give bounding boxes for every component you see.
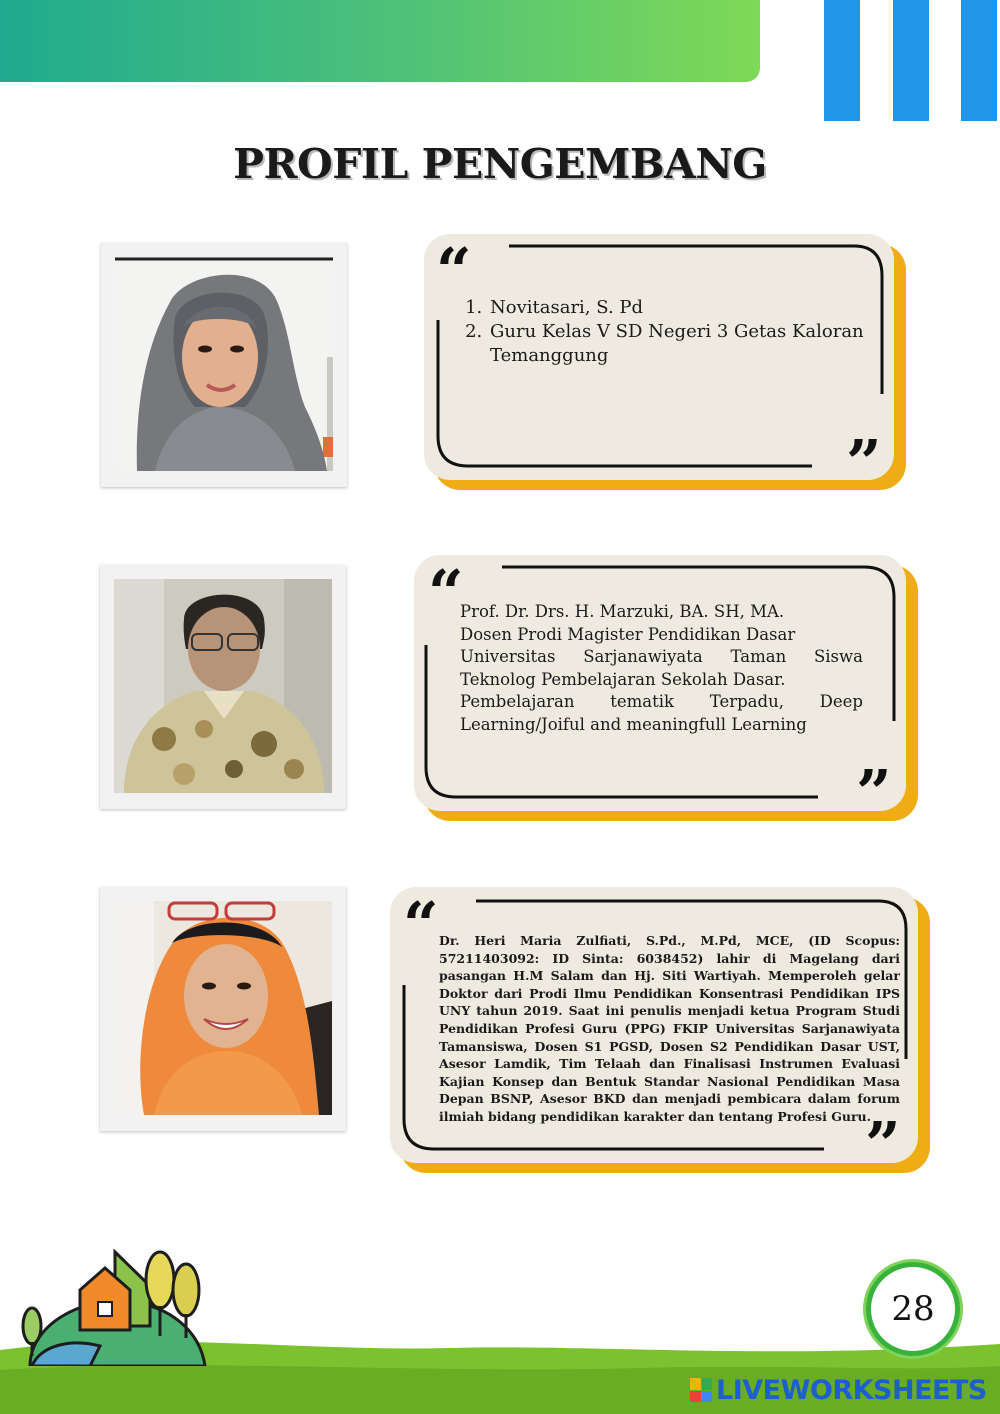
blue-stripe	[893, 0, 929, 121]
page-title: PROFIL PENGEMBANG	[233, 140, 767, 188]
text-line: Universitas Sarjanawiyata Taman Siswa	[460, 647, 863, 666]
close-quote-icon: ”	[856, 756, 892, 829]
open-quote-icon: “	[436, 234, 472, 307]
text-line: Teknolog Pembelajaran Sekolah Dasar.	[460, 669, 786, 689]
text-line: Dosen Prodi Magister Pendidikan Dasar	[460, 624, 796, 644]
text-line: Pembelajaran tematik Terpadu, Deep	[460, 692, 863, 711]
text-line: Learning/Joiful and meaningfull Learning	[460, 714, 807, 734]
page-number: 28	[891, 1289, 935, 1329]
woman-orange-hijab-portrait-icon	[114, 901, 332, 1115]
close-quote-icon: ”	[846, 426, 882, 499]
watermark-text: LIVEWORKSHEETS	[716, 1374, 987, 1406]
open-quote-icon: “	[428, 556, 464, 629]
page-number-badge	[866, 1262, 960, 1356]
woman-grey-hijab-portrait-icon	[115, 257, 333, 471]
man-batik-shirt-portrait-icon	[114, 579, 332, 793]
profile-photo-2	[100, 565, 346, 809]
profile-photo-1	[101, 243, 347, 487]
close-quote-icon: ”	[865, 1108, 901, 1181]
text-line: Prof. Dr. Drs. H. Marzuki, BA. SH, MA.	[460, 602, 785, 621]
profile-photo-3	[100, 887, 346, 1131]
liveworksheets-logo-icon	[690, 1378, 712, 1402]
list-item: 2. Guru Kelas V SD Negeri 3 Getas Kaloran Temanggung	[488, 320, 878, 368]
profile-1-text	[458, 296, 878, 368]
liveworksheets-watermark[interactable]	[690, 1373, 987, 1407]
blue-stripe	[961, 0, 997, 121]
open-quote-icon: “	[403, 888, 439, 961]
village-hill-illustration-icon	[10, 1246, 210, 1366]
list-item: 1. Novitasari, S. Pd	[488, 296, 878, 320]
profile-3-text: Dr. Heri Maria Zulfiati, S.Pd., M.Pd, MCE, (ID Scopus: 57211403092: ID Sinta: 6038452) lahir di Magelang dari pasangan H.M Salam dan Hj. Siti Wartiyah. Memperoleh gelar Doktor dari Prodi Ilmu Pendidikan Konsentrasi Pendidikan IPS UNY tahun 2019. Saat ini penulis menjadi ketua Program Studi Pendidikan Profesi Guru (PPG) FKIP Universitas Sarjanawiyata Tamansiswa, Dosen S1 PGSD, Dosen S2 Pendidikan Dasar UST, Asesor Lamdik, Tim Telaah dan Finalisasi Instrumen Evaluasi Kajian Konsep dan Bentuk Standar Nasional Pendidikan Masa Depan BSNP, Asesor BKD dan menjadi pembicara dalam forum ilmiah bidang pendidikan karakter dan tentang Profesi Guru.	[439, 933, 900, 1124]
blue-stripe	[824, 0, 860, 121]
top-green-banner	[0, 0, 760, 82]
profile-2-text	[460, 601, 863, 736]
